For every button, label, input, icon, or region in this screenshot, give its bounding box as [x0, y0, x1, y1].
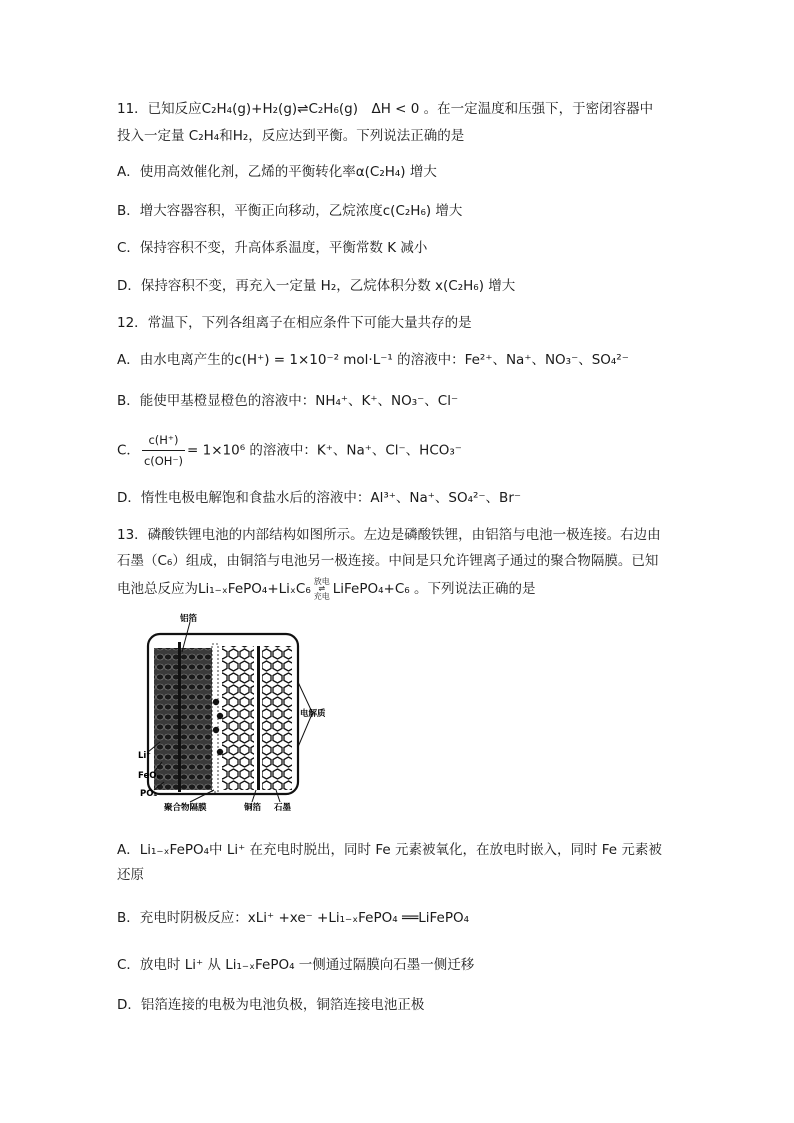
q11-option-a: A．使用高效催化剂，乙烯的平衡转化率α(C₂H₄) 增大: [117, 164, 437, 180]
q12-option-a: A．由水电离产生的c(H⁺) = 1×10⁻² mol·L⁻¹ 的溶液中：Fe²⁺、Na⁺、NO₃⁻、SO₄²⁻: [117, 352, 629, 368]
q13-stem-line2: 石墨（C₆）组成，由铜箔与电池另一极连接。中间是只允许锂离子通过的聚合物隔膜。已知: [117, 553, 659, 569]
q11-option-d: D．保持容积不变，再充入一定量 H₂，乙烷体积分数 x(C₂H₆) 增大: [117, 278, 516, 294]
q13-reaction-right: LiFePO₄+C₆ 。下列说法正确的是: [332, 581, 536, 597]
q12-option-b: B．能使甲基橙显橙色的溶液中：NH₄⁺、K⁺、NO₃⁻、Cl⁻: [117, 393, 459, 409]
q12-option-c-fraction: [142, 430, 185, 471]
q11-stem-line1: 11．已知反应C₂H₄(g)+H₂(g)⇌C₂H₆(g) ΔH < 0 。在一定温度和压强下，于密闭容器中: [117, 101, 654, 117]
label-li-ion: Li⁺: [138, 751, 151, 761]
arrow-label-discharge: 放电: [313, 577, 330, 586]
q13-option-c: C．放电时 Li⁺ 从 Li₁₋ₓFePO₄ 一侧通过隔膜向石墨一侧迁移: [117, 957, 475, 973]
q13-stem-line3: [117, 577, 535, 601]
copper-foil: [257, 646, 260, 790]
aluminum-foil: [178, 642, 181, 792]
fraction-denominator: c(OH⁻): [143, 454, 184, 468]
q12-option-c: [117, 430, 462, 471]
label-po4: PO₄: [140, 789, 158, 799]
label-graphite: 石墨: [274, 803, 292, 813]
graphite-layer-right: [262, 646, 292, 790]
reversible-arrow: [314, 577, 330, 601]
label-separator: 聚合物隔膜: [164, 803, 207, 813]
q12-option-c-rest: = 1×10⁶ 的溶液中：K⁺、Na⁺、Cl⁻、HCO₃⁻: [187, 442, 462, 459]
arrow-label-charge: 充电: [313, 592, 330, 601]
q12-option-d: D．惰性电极电解饱和食盐水后的溶液中：Al³⁺、Na⁺、SO₄²⁻、Br⁻: [117, 490, 521, 506]
q11-option-c: C．保持容积不变，升高体系温度，平衡常数 K 减小: [117, 240, 428, 256]
q13-reaction-left: 电池总反应为Li₁₋ₓFePO₄+LiₓC₆: [117, 581, 311, 597]
fraction-numerator: c(H⁺): [142, 430, 185, 451]
lifepo4-layer: [154, 648, 212, 790]
label-electrolyte: 电解质: [300, 709, 326, 719]
polymer-separator: [212, 644, 218, 792]
q11-stem-line2: 投入一定量 C₂H₄和H₂，反应达到平衡。下列说法正确的是: [117, 128, 465, 144]
q11-option-b: B．增大容器容积，平衡正向移动，乙烷浓度c(C₂H₆) 增大: [117, 203, 463, 219]
q13-option-b: B．充电时阴极反应：xLi⁺ +xe⁻ +Li₁₋ₓFePO₄ ══LiFePO₄: [117, 910, 470, 926]
equilibrium-arrow-icon: ⇌: [318, 584, 326, 593]
q12-option-c-prefix: C．: [117, 442, 140, 459]
label-aluminum-foil: 铝箔: [180, 614, 198, 624]
q13-stem-line1: 13．磷酸铁锂电池的内部结构如图所示。左边是磷酸铁锂，由铝箔与电池一极连接。右边由: [117, 527, 661, 543]
label-copper-foil: 铜箔: [244, 803, 262, 813]
label-feo6: FeO₆: [138, 771, 161, 781]
q13-option-a-line1: A．Li₁₋ₓFePO₄中 Li⁺ 在充电时脱出，同时 Fe 元素被氧化，在放电时嵌入，同时 Fe 元素被: [117, 842, 662, 858]
battery-structure-diagram: [140, 612, 325, 822]
graphite-layer-left: [222, 646, 254, 790]
q13-option-d: D．铝箔连接的电极为电池负极，铜箔连接电池正极: [117, 997, 425, 1013]
q12-stem: 12．常温下，下列各组离子在相应条件下可能大量共存的是: [117, 315, 472, 331]
q13-option-a-line2: 还原: [117, 867, 144, 883]
